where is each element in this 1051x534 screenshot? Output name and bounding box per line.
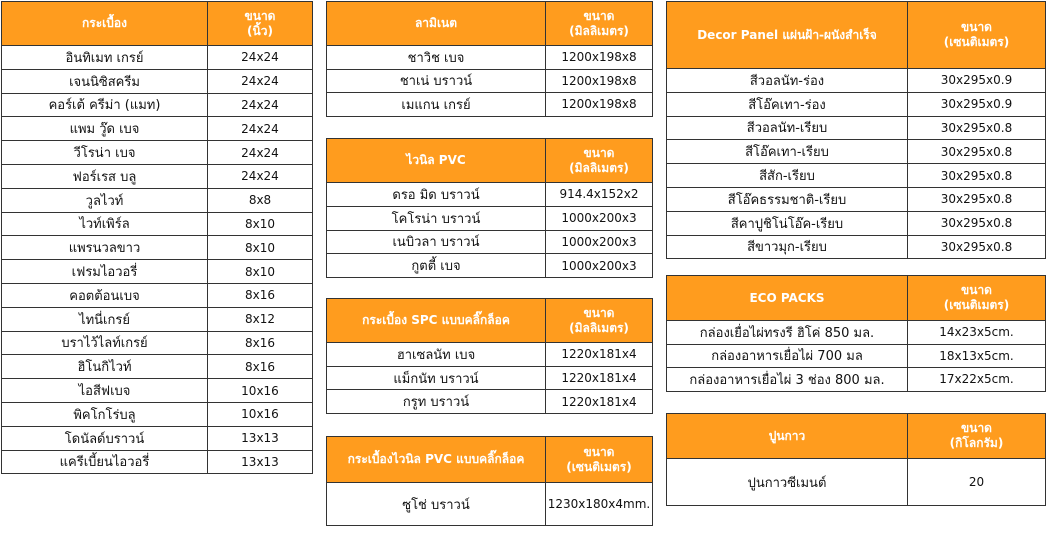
table-row	[2, 164, 313, 188]
product-name-cell: ดรอ มิด บราวน์	[327, 183, 546, 207]
table-row	[667, 321, 1046, 345]
product-name-cell: สีสัก-เรียบ	[667, 164, 908, 188]
table-row	[327, 254, 653, 278]
product-size-cell: 1200x198x8	[546, 69, 653, 93]
product-size-cell: 14x23x5cm.	[908, 321, 1046, 345]
product-name-cell: ฮิโนกิไวท์	[2, 355, 208, 379]
table-row	[2, 69, 313, 93]
table-header-row	[327, 2, 653, 46]
product-name-cell: เนบิวลา บราวน์	[327, 230, 546, 254]
table-row	[2, 307, 313, 331]
product-size-cell: 8x10	[208, 260, 313, 284]
column-header-name: ลามิเนต	[327, 2, 546, 46]
table-row	[667, 235, 1046, 259]
table-row	[2, 46, 313, 70]
product-name-cell: แม็กนัท บราวน์	[327, 366, 546, 390]
table-row	[327, 69, 653, 93]
product-name-cell: กล่องอาหารเยื่อไผ่ 3 ช่อง 800 มล.	[667, 368, 908, 392]
table-row	[667, 116, 1046, 140]
product-name-cell: วูลไวท์	[2, 188, 208, 212]
product-size-cell: 24x24	[208, 117, 313, 141]
column-header-size: ขนาด (เซนติเมตร)	[908, 2, 1046, 69]
table-row	[327, 483, 653, 526]
table-row	[327, 390, 653, 414]
product-name-cell: แพม วู๊ด เบจ	[2, 117, 208, 141]
product-size-cell: 8x10	[208, 212, 313, 236]
product-size-cell: 30x295x0.8	[908, 211, 1046, 235]
table-row	[327, 93, 653, 117]
product-name-cell: ไอสีฟเบจ	[2, 379, 208, 403]
column-header-size: ขนาด (นิ้ว)	[208, 2, 313, 46]
table-row	[667, 211, 1046, 235]
column-header-name: กระเบื้อง	[2, 2, 208, 46]
table-row	[667, 368, 1046, 392]
product-size-cell: 1220x181x4	[546, 343, 653, 367]
table-row	[2, 141, 313, 165]
table-row	[2, 188, 313, 212]
product-size-cell: 30x295x0.9	[908, 92, 1046, 116]
product-size-cell: 8x12	[208, 307, 313, 331]
column-header-name: กระเบื้องไวนิล PVC แบบคลิ๊กล็อค	[327, 437, 546, 483]
product-name-cell: บราไว้ไลท์เกรย์	[2, 331, 208, 355]
column-header-name: ไวนิล PVC	[327, 139, 546, 183]
product-size-cell: 1000x200x3	[546, 254, 653, 278]
product-size-cell: 24x24	[208, 46, 313, 70]
product-name-cell: ไวท์เพิร์ล	[2, 212, 208, 236]
tiles-table	[1, 1, 313, 474]
product-size-cell: 1230x180x4mm.	[546, 483, 653, 526]
product-name-cell: สีโอ๊คเทา-ร่อง	[667, 92, 908, 116]
product-size-cell: 24x24	[208, 164, 313, 188]
table-row	[327, 206, 653, 230]
table-row	[2, 236, 313, 260]
table-header-row	[327, 299, 653, 343]
column-header-size: ขนาด (มิลลิเมตร)	[546, 2, 653, 46]
product-name-cell: แพรนวลขาว	[2, 236, 208, 260]
table-row	[2, 355, 313, 379]
product-size-cell: 8x10	[208, 236, 313, 260]
table-row	[667, 140, 1046, 164]
table-row	[327, 366, 653, 390]
product-size-cell: 914.4x152x2	[546, 183, 653, 207]
table-header-row	[327, 437, 653, 483]
product-name-cell: กล่องอาหารเยื่อไผ่ 700 มล	[667, 344, 908, 368]
product-size-cell: 20	[908, 459, 1046, 506]
table-row	[327, 343, 653, 367]
column-header-size: ขนาด (เซนติเมตร)	[546, 437, 653, 483]
column-header-name: Decor Panel แผ่นฝ้า-ผนังสำเร็จ	[667, 2, 908, 69]
product-size-cell: 1220x181x4	[546, 366, 653, 390]
product-name-cell: อินทิเมท เกรย์	[2, 46, 208, 70]
column-header-name: กระเบื้อง SPC แบบคลิ๊กล็อค	[327, 299, 546, 343]
product-size-cell: 13x13	[208, 426, 313, 450]
product-size-cell: 24x24	[208, 69, 313, 93]
product-name-cell: เฟรมไอวอรี่	[2, 260, 208, 284]
glue-table	[666, 413, 1046, 506]
table-row	[667, 69, 1046, 93]
product-size-cell: 30x295x0.8	[908, 235, 1046, 259]
table-row	[2, 212, 313, 236]
table-row	[2, 402, 313, 426]
product-name-cell: ไทนี่เกรย์	[2, 307, 208, 331]
product-name-cell: สีคาปูชิโน่โอ๊ค-เรียบ	[667, 211, 908, 235]
spc-table	[326, 298, 653, 414]
product-name-cell: โดนัลด์บราวน์	[2, 426, 208, 450]
table-header-row	[327, 139, 653, 183]
product-size-cell: 10x16	[208, 379, 313, 403]
product-name-cell: คอร์เต้ ครีม่า (แมท)	[2, 93, 208, 117]
product-size-cell: 8x8	[208, 188, 313, 212]
laminate-table	[326, 1, 653, 117]
product-size-cell: 30x295x0.9	[908, 69, 1046, 93]
product-name-cell: กล่องเยื่อไผ่ทรงรี ฮิโค่ 850 มล.	[667, 321, 908, 345]
table-row	[667, 164, 1046, 188]
product-size-cell: 30x295x0.8	[908, 116, 1046, 140]
table-header-row	[667, 414, 1046, 459]
product-size-cell: 30x295x0.8	[908, 140, 1046, 164]
product-size-cell: 17x22x5cm.	[908, 368, 1046, 392]
product-size-cell: 30x295x0.8	[908, 187, 1046, 211]
product-name-cell: ฟอร์เรส บลู	[2, 164, 208, 188]
column-header-size: ขนาด (มิลลิเมตร)	[546, 299, 653, 343]
product-name-cell: พิคโกโร่บลู	[2, 402, 208, 426]
spc-vinyl-table	[326, 436, 653, 526]
table-row	[2, 331, 313, 355]
product-size-cell: 8x16	[208, 355, 313, 379]
table-row	[327, 183, 653, 207]
product-size-cell: 1200x198x8	[546, 93, 653, 117]
table-header-row	[2, 2, 313, 46]
product-name-cell: แครีเบี้ยนไอวอรี่	[2, 450, 208, 474]
product-name-cell: วีโรน่า เบจ	[2, 141, 208, 165]
product-size-cell: 24x24	[208, 93, 313, 117]
product-size-cell: 10x16	[208, 402, 313, 426]
table-header-row	[667, 276, 1046, 321]
product-name-cell: กูตตี้ เบจ	[327, 254, 546, 278]
table-row	[2, 426, 313, 450]
table-row	[2, 283, 313, 307]
table-row	[2, 379, 313, 403]
product-name-cell: สีโอ๊คเทา-เรียบ	[667, 140, 908, 164]
vinyl-table	[326, 138, 653, 278]
product-name-cell: ชาเน่ บราวน์	[327, 69, 546, 93]
product-size-cell: 30x295x0.8	[908, 164, 1046, 188]
product-size-cell: 1220x181x4	[546, 390, 653, 414]
product-size-cell: 13x13	[208, 450, 313, 474]
decor-table	[666, 1, 1046, 259]
product-size-cell: 18x13x5cm.	[908, 344, 1046, 368]
table-row	[667, 459, 1046, 506]
table-row	[2, 93, 313, 117]
eco-table	[666, 275, 1046, 392]
table-row	[667, 92, 1046, 116]
product-name-cell: เจนนิซิสครีม	[2, 69, 208, 93]
product-name-cell: ชาวิช เบจ	[327, 46, 546, 70]
column-header-name: ECO PACKS	[667, 276, 908, 321]
product-name-cell: ซูโช่ บราวน์	[327, 483, 546, 526]
product-size-cell: 8x16	[208, 283, 313, 307]
table-row	[327, 230, 653, 254]
product-name-cell: กรูท บราวน์	[327, 390, 546, 414]
product-name-cell: สีขาวมุก-เรียบ	[667, 235, 908, 259]
product-size-cell: 8x16	[208, 331, 313, 355]
product-size-cell: 1000x200x3	[546, 206, 653, 230]
product-name-cell: สีวอลนัท-เรียบ	[667, 116, 908, 140]
column-header-size: ขนาด (กิโลกรัม)	[908, 414, 1046, 459]
product-name-cell: เมแกน เกรย์	[327, 93, 546, 117]
product-name-cell: สีโอ๊คธรรมชาติ-เรียบ	[667, 187, 908, 211]
product-size-cell: 24x24	[208, 141, 313, 165]
column-header-size: ขนาด (เซนติเมตร)	[908, 276, 1046, 321]
table-row	[667, 187, 1046, 211]
product-name-cell: คอตต้อนเบจ	[2, 283, 208, 307]
product-size-cell: 1200x198x8	[546, 46, 653, 70]
table-row	[2, 450, 313, 474]
product-size-cell: 1000x200x3	[546, 230, 653, 254]
product-name-cell: ปูนกาวซีเมนต์	[667, 459, 908, 506]
product-name-cell: สีวอลนัท-ร่อง	[667, 69, 908, 93]
column-header-name: ปูนกาว	[667, 414, 908, 459]
table-row	[327, 46, 653, 70]
table-header-row	[667, 2, 1046, 69]
table-row	[2, 260, 313, 284]
table-row	[667, 344, 1046, 368]
product-name-cell: ฮาเซลนัท เบจ	[327, 343, 546, 367]
column-header-size: ขนาด (มิลลิเมตร)	[546, 139, 653, 183]
table-row	[2, 117, 313, 141]
product-name-cell: โคโรน่า บราวน์	[327, 206, 546, 230]
